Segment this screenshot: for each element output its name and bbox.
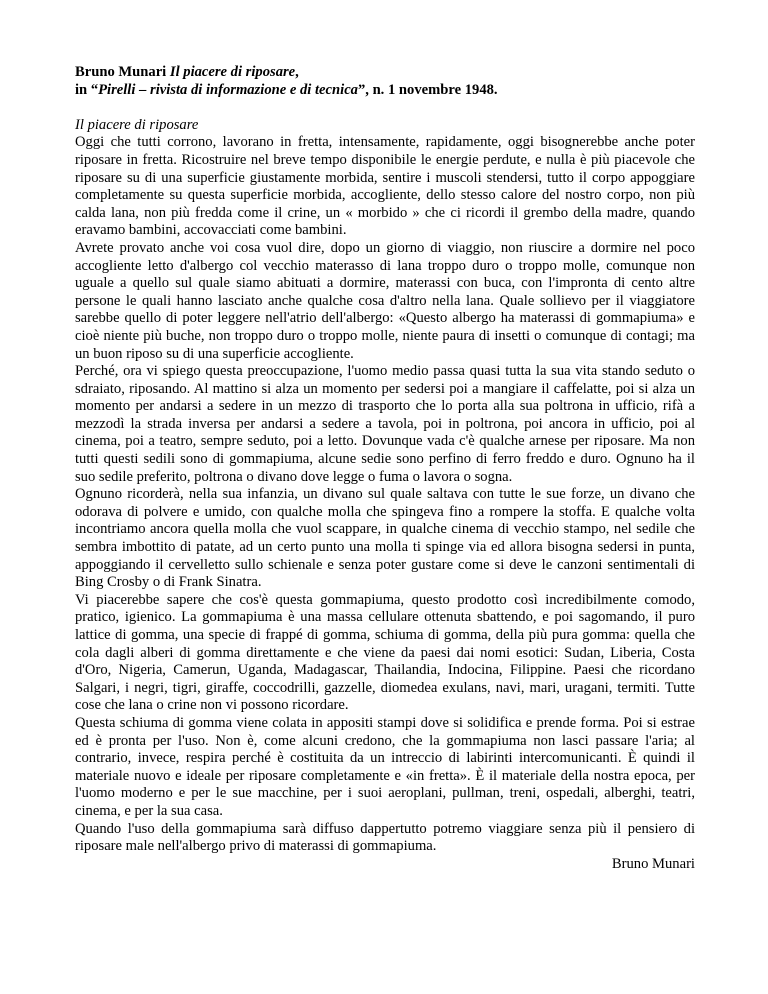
paragraph: Avrete provato anche voi cosa vuol dire, dopo un giorno di viaggio, non riuscire a dormire nel poco accogliente letto d'albergo col vecchio materasso di lana troppo duro o troppo molle, comunque non uguale a quello sul quale siamo abituati a dormire, materassi con buca, con l'impronta di cento altre persone le quali hanno lasciato anche qualche cosa d'altro nella lana. Quale sollievo per il viaggiatore sarebbe quello di poter leggere nell'atrio dell'albergo: «Questo albergo ha materassi di gommapiuma» e cioè niente più buche, non troppo duro o troppo molle, niente paura di insetti o comunque di contagi; ma un buon riposo su di una superficie accogliente. bbox=[75, 239, 695, 362]
paragraph: Questa schiuma di gomma viene colata in appositi stampi dove si solidifica e prende forma. Poi si estrae ed è pronta per l'uso. Non è, come alcuni credono, che la gommapiuma non lasci passare l'aria; al contrario, invece, respira perché è costituita da un intreccio di labirinti intercomunicanti. È quindi il materiale nuovo e ideale per riposare completamente e «in fretta». È il materiale della nostra epoca, per l'uomo moderno e per le sue macchine, per i suoi aeroplani, pullman, treni, ospedali, alberghi, teatri, cinema, e per la sua casa. bbox=[75, 714, 695, 819]
citation-header bbox=[75, 64, 695, 99]
in-prefix: in “ bbox=[75, 81, 99, 98]
signature: Bruno Munari bbox=[611, 855, 695, 872]
paragraph: Oggi che tutti corrono, lavorano in fretta, intensamente, rapidamente, oggi bisognerebbe anche poter riposare in fretta. Ricostruire nel breve tempo disponibile le energie perdute, e nulla è più piacevole che riposare su di una superficie giustamente morbida, sentire i muscoli stendersi, tutto il corpo appoggiare completamente su questa superficie morbida, accogliente, dello stesso calore del nostro corpo, non più calda lana, non più fredda come il crine, un « morbido » che ci ricordi il grembo della madre, quando eravamo bambini, accovacciati come bambini. bbox=[75, 134, 695, 239]
issue-info: ”, n. 1 novembre 1948. bbox=[357, 81, 498, 98]
citation-line-1: Bruno Munari Il piacere di riposare, bbox=[75, 64, 299, 80]
article-title: Il piacere di riposare bbox=[75, 116, 199, 133]
spacer bbox=[75, 99, 695, 117]
paragraph: Perché, ora vi spiego questa preoccupazione, l'uomo medio passa quasi tutta la sua vita stando seduto o sdraiato, riposando. Al mattino si alza un momento per sedersi poi a mangiare il caffelatte, poi si alza un momento per andarsi a sedere in un mezzo di trasporto che lo porta alla sua poltrona in ufficio, rifà a mezzodì la strada inversa per andarsi a sedere a tavola, poi in poltrona, poi ancora in ufficio, poi al cinema, poi a teatro, sempre seduto, poi a letto. Dovunque vada c'è qualche arnese per riposare. Ma non tutti questi sedili sono di gommapiuma, alcune sedie sono perfino di ferro freddo e duro. Ognuno ha il suo sedile preferito, poltrona o divano dove legge o fuma o lavora o sogna. bbox=[75, 363, 695, 485]
paragraph: Vi piacerebbe sapere che cos'è questa gommapiuma, questo prodotto così incredibilmente comodo, pratico, igienico. La gommapiuma è una massa cellulare ottenuta sbattendo, e poi sagomando, il puro lattice di gomma, una specie di frappé di gomma, schiuma di gomma, della più pura gomma: quella che cola dagli alberi di gomma direttamente e che viene da paesi dai nomi esotici: Sudan, Liberia, Costa d'Oro, Nigeria, Camerun, Uganda, Madagascar, Thailandia, Indocina, Filippine. Paesi che ricordano Salgari, i negri, tigri, giraffe, coccodrilli, gazzelle, diomedea exulans, navi, mari, uragani, termiti. Tutte cose che lana o crine non vi possono ricordare. bbox=[75, 591, 695, 714]
citation-line-2 bbox=[75, 82, 695, 100]
paragraph: Ognuno ricorderà, nella sua infanzia, un divano sul quale saltava con tutte le sue forze, un divano che odorava di polvere e umido, con qualche molla che spingeva fino a rompere la stoffa. E qualche volta incontriamo ancora quella molla che vuol scappare, in qualche cinema di vecchio stampo, nel sedile che sembra imbottito di patate, ad un certo punto una molla ti spinge via ed allora bisogna sedersi in punta, appoggiando il cervelletto sullo schienale e senza poter gustare come si deve le canzoni sentimentali di Bing Crosby o di Frank Sinatra. bbox=[75, 486, 695, 591]
author-name: Bruno Munari bbox=[75, 64, 167, 80]
journal-title: Pirelli – rivista di informazione e di tecnica bbox=[98, 81, 358, 98]
document-body bbox=[75, 64, 695, 873]
work-title: Il piacere di riposare bbox=[169, 64, 296, 80]
paragraph: Quando l'uso della gommapiuma sarà diffuso dappertutto potremo viaggiare senza più il pensiero di riposare male nell'albergo privo di materassi di gommapiuma. bbox=[75, 820, 695, 855]
